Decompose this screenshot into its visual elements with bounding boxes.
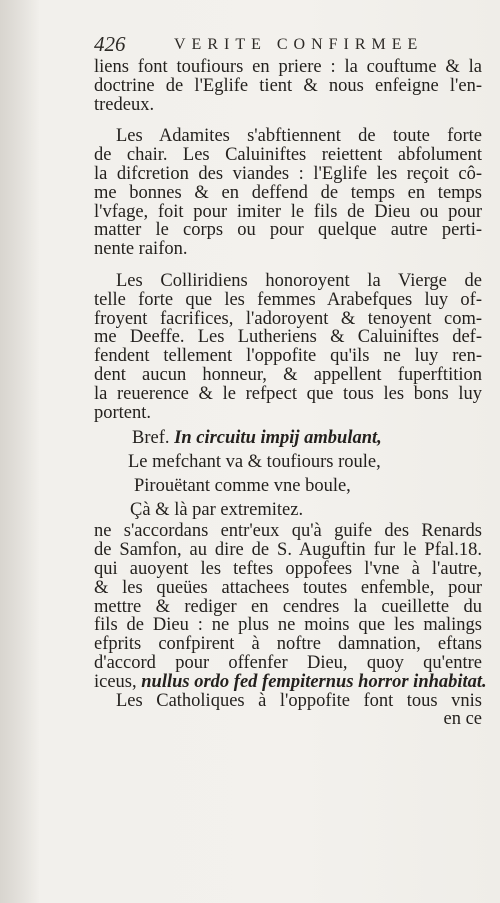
text-line: de Samfon, au dire de S. Auguftin fur le Pfal.18. <box>94 540 482 561</box>
text-line: froyent facrifices, l'adoroyent & tenoyent com- <box>94 308 482 329</box>
text-line: efprits confpirent à noftre damnation, eftans <box>94 634 482 655</box>
text-line: nente raifon. <box>94 239 188 260</box>
text-line: Les Catholiques à l'oppofite font tous vnis <box>116 690 482 711</box>
text-line: l'vfage, foit pour imiter le fils de Dieu ou pour <box>94 201 482 222</box>
text-line: & les queües attachees toutes enfemble, pour <box>94 577 482 598</box>
text-line: me Deeffe. Les Lutheriens & Caluiniftes def- <box>94 327 482 348</box>
verse-line: Çà & là par extremitez. <box>130 500 304 521</box>
latin-quote: In circuitu impij ambulant, <box>174 428 382 449</box>
text-line: Les Colliridiens honoroyent la Vierge de <box>116 270 482 291</box>
text-line: ne s'accordans entr'eux qu'à guife des Renards <box>94 521 482 542</box>
latin-quote: nullus ordo fed fempiternus horror inhabitat. <box>141 671 487 692</box>
running-title: VERITE CONFIRMEE <box>174 36 424 53</box>
catchword: en ce <box>443 709 482 730</box>
text-line: liens font toufiours en priere : la couftume & la <box>94 57 482 77</box>
verse-line: Pirouëtant comme vne boule, <box>134 476 351 497</box>
text-line: Les Adamites s'abftiennent de toute forte <box>116 126 482 147</box>
text-line: dent aucun honneur, & appellent fuperftition <box>94 364 482 385</box>
text-line: telle forte que les femmes Arabefques luy of- <box>94 289 482 310</box>
verse-line: Le mefchant va & toufiours roule, <box>128 452 381 473</box>
text-line: de chair. Les Caluiniftes reiettent abfolument <box>94 145 482 166</box>
text-line: matter le corps ou pour quelque autre perti- <box>94 220 482 241</box>
page-number: 426 <box>94 32 126 56</box>
page-gutter-shadow <box>0 0 40 903</box>
text-line: d'accord pour offenfer Dieu, quoy qu'entre <box>94 652 482 673</box>
verse-line: Bref. In circuitu impij ambulant, <box>132 428 382 449</box>
text-line: la reuerence & le refpect que tous les bons luy <box>94 383 482 404</box>
text-line: doctrine de l'Eglife tient & nous enfeigne l'en- <box>94 75 482 96</box>
text-line: portent. <box>94 402 152 423</box>
page-header <box>94 32 472 58</box>
text-line: qui auoyent les teftes oppofees l'vne à l'autre, <box>94 558 482 579</box>
text-line: mettre & rediger en cendres la cueillette du <box>94 596 482 617</box>
text-line: la difcretion des viandes : l'Eglife les reçoit cô- <box>94 163 482 184</box>
text-line: iceus, nullus ordo fed fempiternus horror inhabitat. <box>94 671 487 692</box>
page-body <box>94 57 487 730</box>
text-line: tredeux. <box>94 94 155 115</box>
text-line: me bonnes & en deffend de temps en temps <box>94 182 482 203</box>
text-line: fils de Dieu : ne plus ne moins que les malings <box>94 615 482 636</box>
text-line: fendent tellement l'oppofite qu'ils ne luy ren- <box>94 346 482 367</box>
